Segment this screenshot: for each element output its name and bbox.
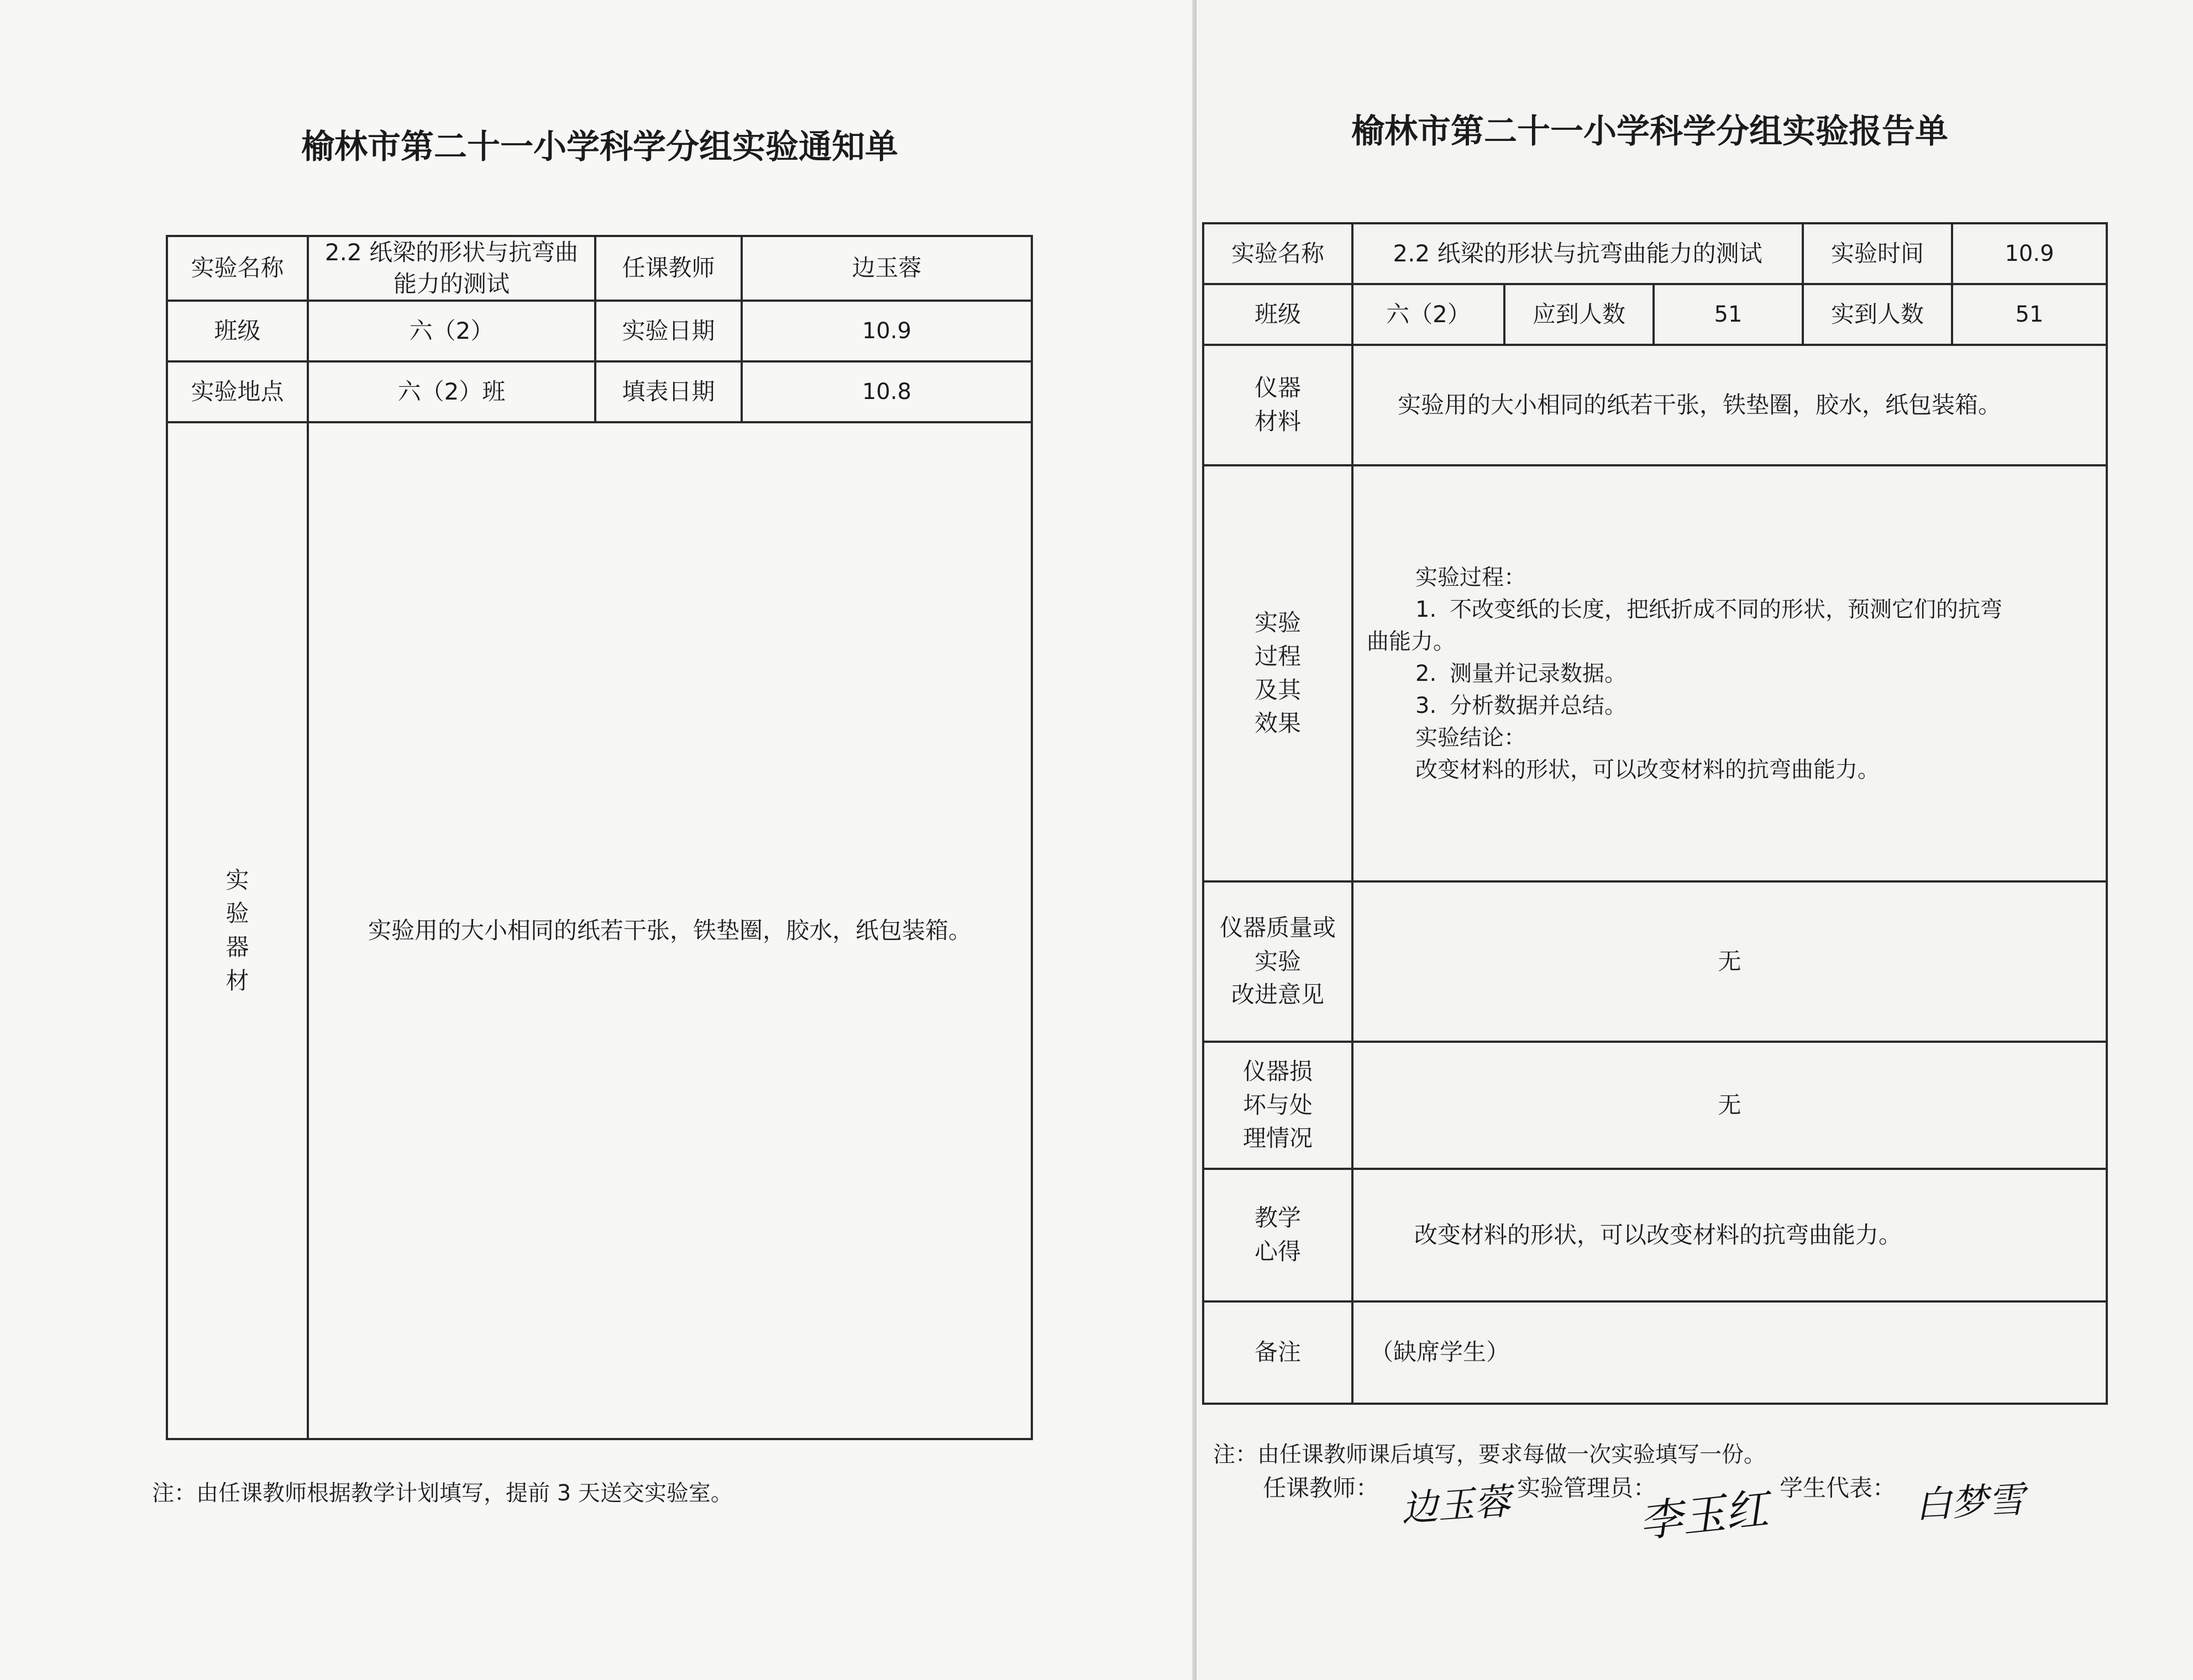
label-remarks: 备注	[1203, 1301, 1352, 1404]
report-table	[1202, 222, 2108, 1405]
student-sign-label: 学生代表：	[1780, 1474, 1896, 1502]
process-step-3: 3. 分析数据并总结。	[1415, 692, 1627, 718]
value-location: 六（2）班	[308, 361, 595, 422]
value-fill-date: 10.8	[742, 361, 1032, 422]
value-equipment: 实验用的大小相同的纸若干张，铁垫圈，胶水，纸包装箱。	[308, 422, 1032, 1439]
label-fill-date: 填表日期	[595, 361, 742, 422]
value-damage: 无	[1352, 1042, 2107, 1169]
conclusion-heading: 实验结论：	[1415, 725, 1526, 750]
label-experiment-name: 实验名称	[167, 236, 308, 301]
label-equipment: 实 验 器 材	[167, 422, 308, 1439]
student-signature: 白梦雪	[1914, 1478, 2026, 1527]
value-class: 六（2）	[308, 301, 595, 361]
process-step-2: 2. 测量并记录数据。	[1415, 660, 1627, 686]
value-process	[1352, 465, 2107, 881]
label-reflection: 教学 心得	[1203, 1169, 1352, 1301]
value-report-class: 六（2）	[1352, 284, 1504, 345]
value-actual-count: 51	[1952, 284, 2107, 345]
report-footnote: 注：由任课教师课后填写，要求每做一次实验填写一份。	[1213, 1442, 1766, 1467]
value-report-experiment-name: 2.2 纸梁的形状与抗弯曲能力的测试	[1352, 223, 1803, 284]
manager-signature: 李玉红	[1636, 1484, 1771, 1547]
process-step-1-cont: 曲能力。	[1367, 628, 1455, 654]
value-experiment-time: 10.9	[1952, 223, 2107, 284]
label-teacher: 任课教师	[595, 236, 742, 301]
notice-footnote: 注：由任课教师根据教学计划填写，提前 3 天送交实验室。	[152, 1481, 733, 1506]
conclusion-text: 改变材料的形状，可以改变材料的抗弯曲能力。	[1415, 757, 1880, 783]
label-process: 实验 过程 及其 效果	[1203, 465, 1352, 881]
manager-sign-label: 实验管理员：	[1517, 1474, 1657, 1502]
label-damage: 仪器损 坏与处 理情况	[1203, 1042, 1352, 1169]
value-experiment-date: 10.9	[742, 301, 1032, 361]
label-experiment-time: 实验时间	[1803, 223, 1952, 284]
label-experiment-date: 实验日期	[595, 301, 742, 361]
value-remarks: （缺席学生）	[1352, 1301, 2107, 1404]
label-class: 班级	[167, 301, 308, 361]
value-reflection: 改变材料的形状，可以改变材料的抗弯曲能力。	[1352, 1169, 2107, 1301]
value-experiment-name: 2.2 纸梁的形状与抗弯曲能力的测试	[308, 236, 595, 301]
report-sheet	[1197, 0, 2193, 1680]
label-location: 实验地点	[167, 361, 308, 422]
teacher-signature: 边玉蓉	[1399, 1480, 1512, 1530]
label-materials: 仪器 材料	[1203, 345, 1352, 465]
value-materials: 实验用的大小相同的纸若干张，铁垫圈，胶水，纸包装箱。	[1352, 345, 2107, 465]
label-actual-count: 实到人数	[1803, 284, 1952, 345]
value-teacher: 边玉蓉	[742, 236, 1032, 301]
process-step-1: 1. 不改变纸的长度，把纸折成不同的形状，预测它们的抗弯	[1415, 596, 2002, 622]
label-expected-count: 应到人数	[1504, 284, 1654, 345]
report-title: 榆林市第二十一小学科学分组实验报告单	[1351, 112, 1948, 151]
label-report-class: 班级	[1203, 284, 1352, 345]
label-suggestions: 仪器质量或 实验 改进意见	[1203, 881, 1352, 1042]
process-heading: 实验过程：	[1415, 564, 1526, 590]
notice-title: 榆林市第二十一小学科学分组实验通知单	[301, 128, 898, 166]
label-report-experiment-name: 实验名称	[1203, 223, 1352, 284]
value-suggestions: 无	[1352, 881, 2107, 1042]
notice-table	[166, 235, 1033, 1440]
value-expected-count: 51	[1654, 284, 1803, 345]
teacher-sign-label: 任课教师：	[1263, 1474, 1379, 1502]
